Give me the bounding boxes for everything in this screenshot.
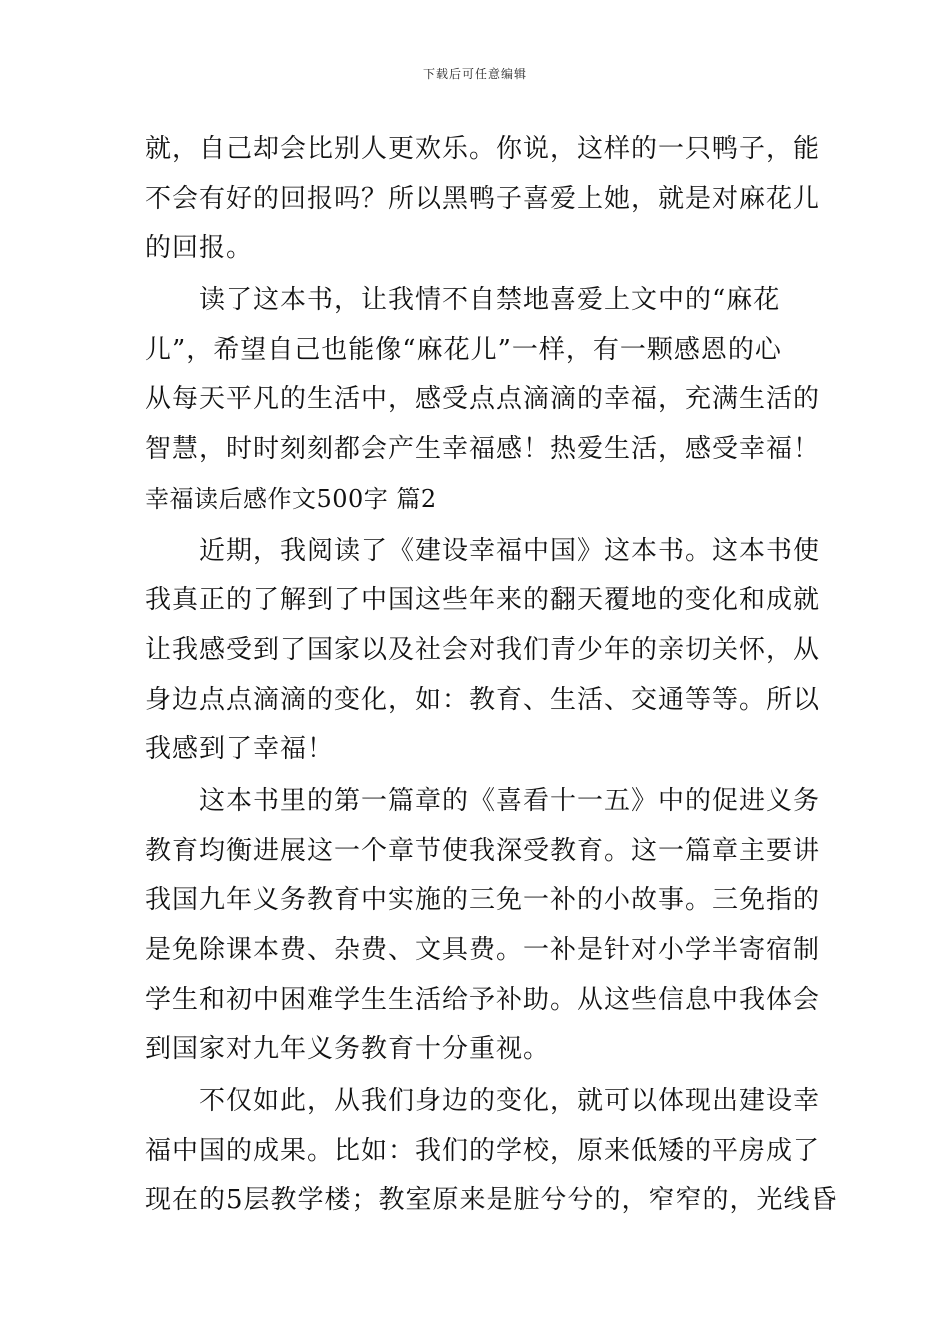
text-line: 不会有好的回报吗？所以黑鸭子喜爱上她，就是对麻花儿: [145, 184, 821, 214]
text-line: 到国家对九年义务教育十分重视。: [145, 1034, 551, 1064]
text-line: 是免除课本费、杂费、文具费。一补是针对小学半寄宿制: [145, 935, 821, 965]
section-heading: 幸福读后感作文500字 篇2: [145, 485, 437, 513]
text-line: 读了这本书，让我情不自禁地喜爱上文中的“麻花: [199, 285, 781, 315]
text-line: 教育均衡进展这一个章节使我深受教育。这一篇章主要讲: [145, 836, 821, 866]
text-line: 我国九年义务教育中实施的三免一补的小故事。三免指的: [145, 885, 821, 915]
text-line: 我真正的了解到了中国这些年来的翻天覆地的变化和成就: [145, 585, 821, 615]
text-line: 学生和初中困难学生生活给予补助。从这些信息中我体会: [145, 985, 821, 1015]
text-line: 让我感受到了国家以及社会对我们青少年的亲切关怀，从: [145, 635, 821, 665]
text-line: 智慧，时时刻刻都会产生幸福感！热爱生活，感受幸福！: [145, 434, 821, 464]
text-line: 这本书里的第一篇章的《喜看十一五》中的促进义务: [199, 786, 821, 816]
text-line: 从每天平凡的生活中，感受点点滴滴的幸福，充满生活的: [145, 384, 821, 414]
page-header-note: 下载后可任意编辑: [422, 67, 527, 81]
text-line: 不仅如此，从我们身边的变化，就可以体现出建设幸: [199, 1086, 821, 1116]
text-line: 身边点点滴滴的变化，如：教育、生活、交通等等。所以: [145, 685, 821, 715]
text-line: 就，自己却会比别人更欢乐。你说，这样的一只鸭子，能: [145, 134, 821, 164]
text-line: 儿”，希望自己也能像“麻花儿”一样，有一颗感恩的心: [145, 335, 782, 365]
text-line: 现在的5层教学楼；教室原来是脏兮兮的，窄窄的，光线昏: [145, 1185, 838, 1215]
text-line: 近期，我阅读了《建设幸福中国》这本书。这本书使: [199, 536, 821, 566]
text-line: 的回报。: [145, 233, 254, 263]
text-line: 福中国的成果。比如：我们的学校，原来低矮的平房成了: [145, 1136, 821, 1166]
text-line: 我感到了幸福！: [145, 734, 335, 764]
